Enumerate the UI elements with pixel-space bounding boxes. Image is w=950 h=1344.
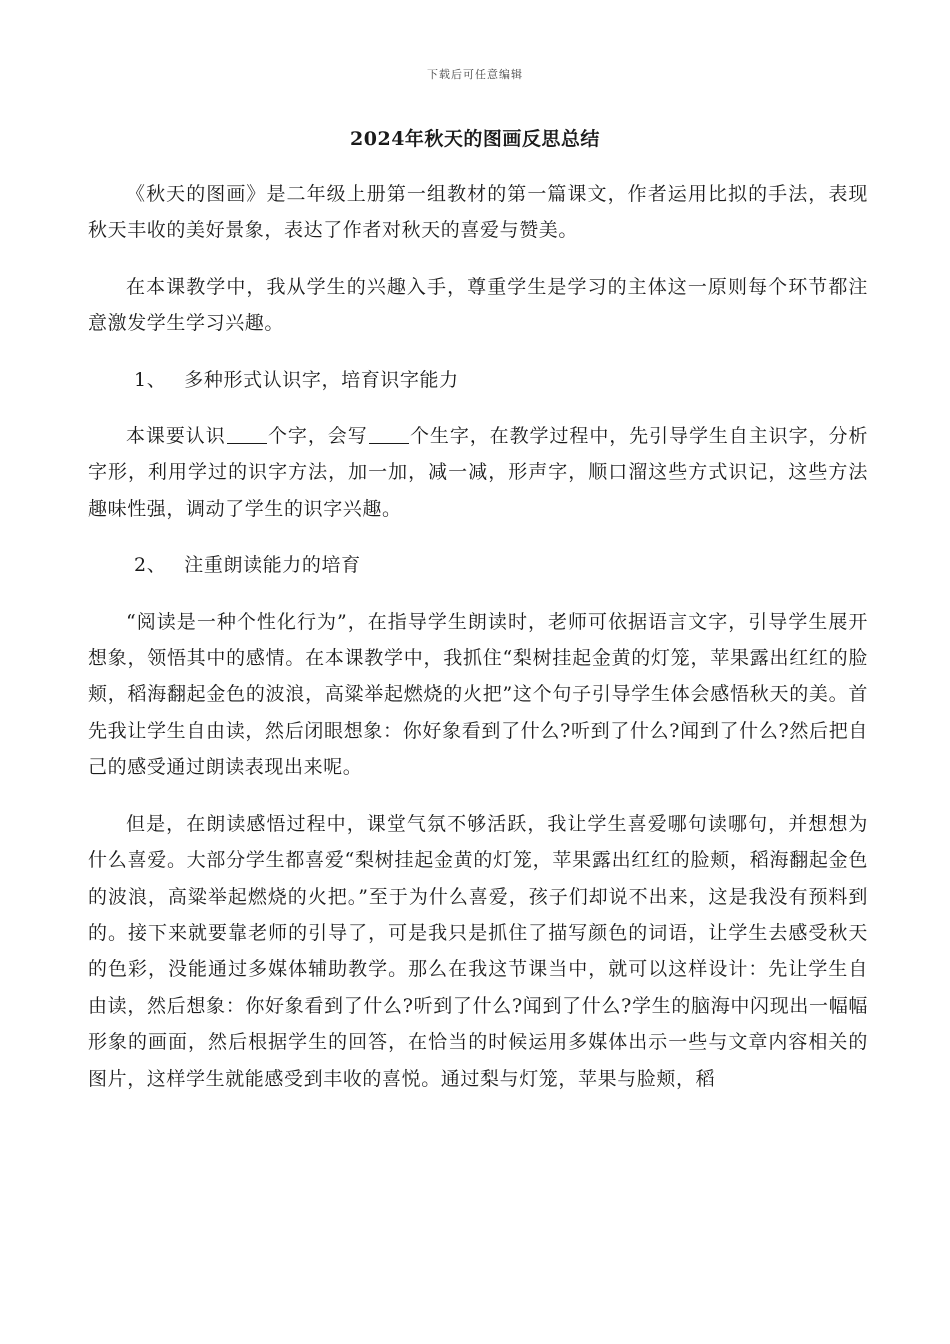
document-title: 2024年秋天的图画反思总结 (350, 128, 600, 150)
paragraph-literacy (88, 418, 868, 527)
section-number-1: 1、 (134, 368, 167, 391)
literacy-text-c: 个生字，在教学过程中，先引导学生自主识字，分析字形，利用学过的识字方法，加一加，减一减，形声字，顺口溜这些方式识记，这些方法趣味性强，调动了学生的识字兴趣。 (88, 425, 868, 520)
paragraph-teaching-principle: 在本课教学中，我从学生的兴趣入手，尊重学生是学习的主体这一原则每个环节都注意激发学生学习兴趣。 (88, 275, 868, 335)
literacy-text-b: 个字，会写 (267, 425, 368, 448)
literacy-text-a: 本课要认识 (126, 425, 226, 448)
paragraph-intro: 《秋天的图画》是二年级上册第一组教材的第一篇课文，作者运用比拟的手法，表现秋天丰收的美好景象，表达了作者对秋天的喜爱与赞美。 (88, 183, 868, 242)
blank-line-1 (227, 424, 267, 444)
section-heading-1 (88, 362, 868, 398)
section-number-2: 2、 (134, 554, 167, 577)
section-heading-2 (88, 547, 868, 583)
paragraph-reading: “阅读是一种个性化行为”，在指导学生朗读时，老师可依据语言文字，引导学生展开想象，领悟其中的感情。在本课教学中，我抓住“梨树挂起金黄的灯笼，苹果露出红红的脸颊，稻海翻起金色的波浪，高粱举起燃烧的火把”这个句子引导学生体会感悟秋天的美。首先我让学生自由读，然后闭眼想象：你好象看到了什么?听到了什么?闻到了什么?然后把自己的感受通过朗读表现出来呢。 (88, 610, 868, 779)
section-title-1: 多种形式认识字，培育识字能力 (184, 368, 459, 391)
section-title-2: 注重朗读能力的培育 (184, 554, 361, 577)
blank-line-2 (369, 424, 409, 444)
header-note: 下载后可任意编辑 (427, 68, 523, 81)
document-body (88, 176, 868, 1117)
paragraph-reflection: 但是，在朗读感悟过程中，课堂气氛不够活跃，我让学生喜爱哪句读哪句，并想想为什么喜爱。大部分学生都喜爱“梨树挂起金黄的灯笼，苹果露出红红的脸颊，稻海翻起金色的波浪，高粱举起燃烧的火把。”至于为什么喜爱，孩子们却说不出来，这是我没有预料到的。接下来就要靠老师的引导了，可是我只是抓住了描写颜色的词语，让学生去感受秋天的色彩，没能通过多媒体辅助教学。那么在我这节课当中，就可以这样设计：先让学生自由读，然后想象：你好象看到了什么?听到了什么?闻到了什么?学生的脑海中闪现出一幅幅形象的画面，然后根据学生的回答，在恰当的时候运用多媒体出示一些与文章内容相关的图片，这样学生就能感受到丰收的喜悦。通过梨与灯笼，苹果与脸颊，稻 (88, 812, 868, 1090)
